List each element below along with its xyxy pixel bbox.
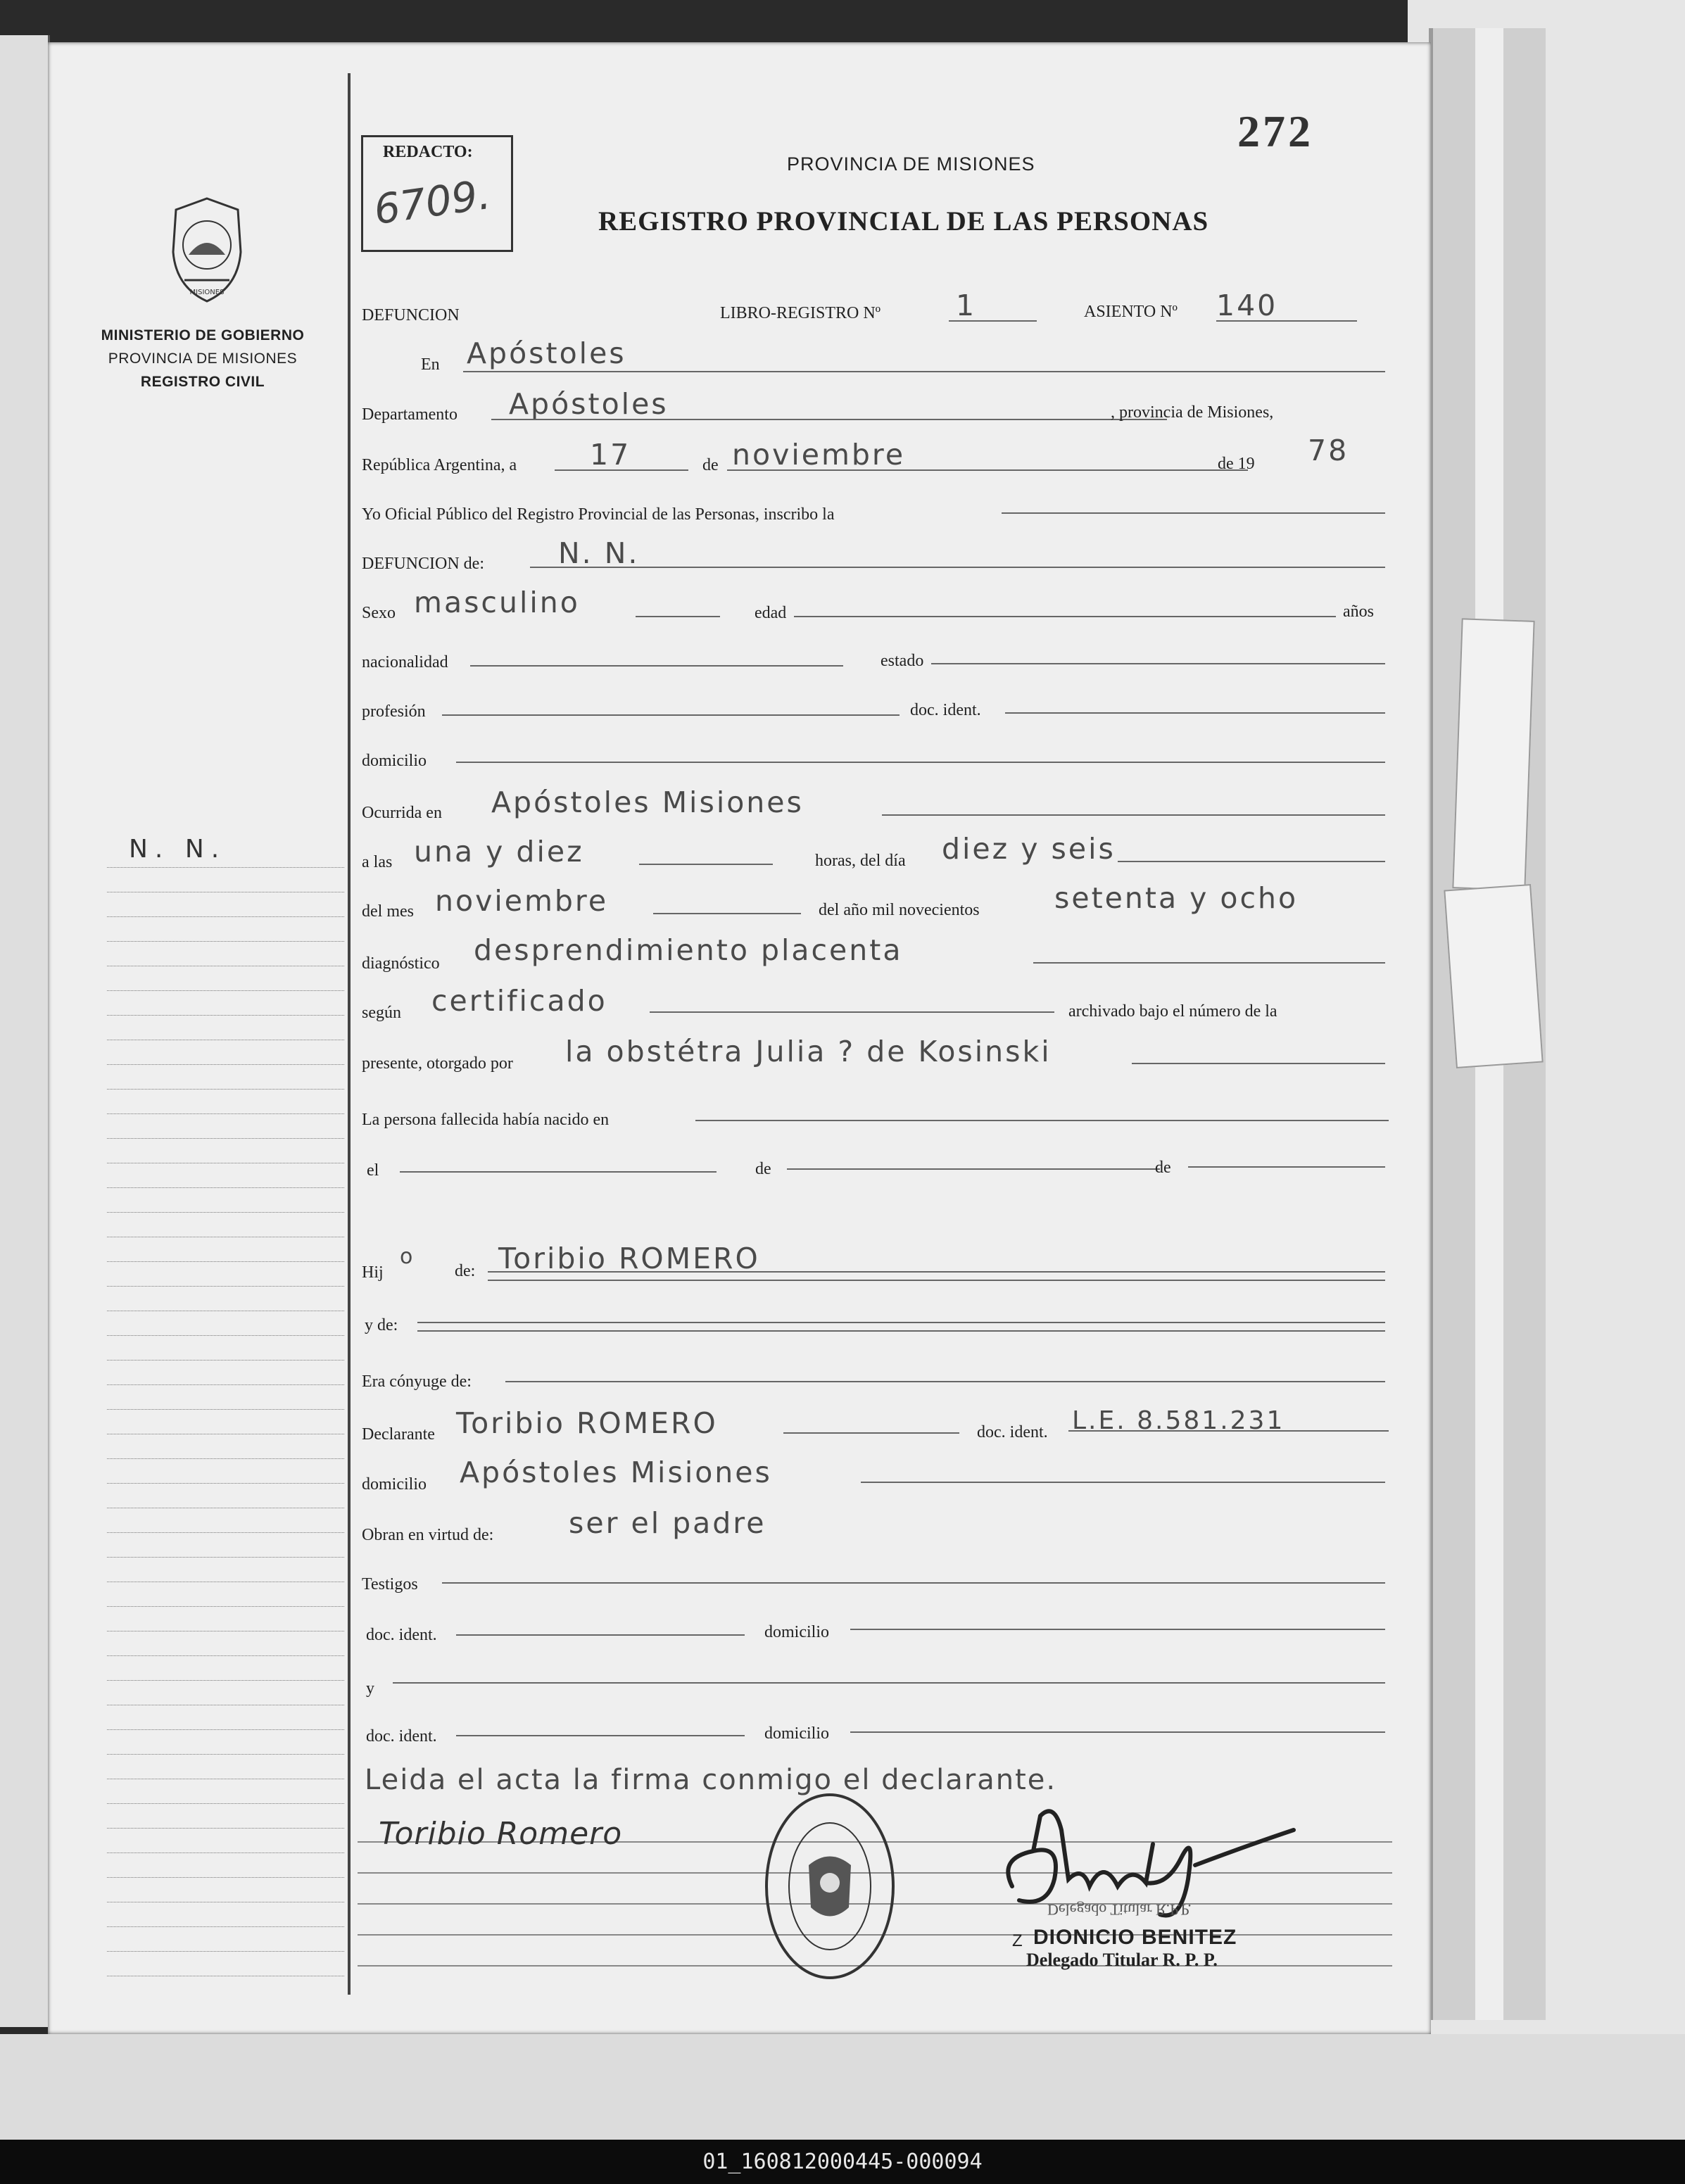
rule: [1188, 1166, 1385, 1168]
domicilio-label: domicilio: [764, 1724, 829, 1743]
sexo-value: masculino: [414, 586, 580, 619]
padre-value: Toribio ROMERO: [498, 1242, 760, 1275]
signer-prefix: Z: [1012, 1931, 1023, 1950]
rule: [639, 864, 773, 865]
profesion-label: profesión: [362, 702, 426, 721]
nacionalidad-label: nacionalidad: [362, 653, 448, 671]
rule: [530, 567, 1385, 568]
republica-label: República Argentina, a: [362, 456, 517, 474]
background-bottom: [0, 2034, 1685, 2140]
rule: [636, 616, 720, 617]
margin-divider: [348, 73, 351, 1995]
rule: [787, 1168, 1160, 1170]
provincia-label: , provincia de Misiones,: [1111, 403, 1274, 422]
rule: [491, 419, 1167, 420]
redacto-label: REDACTO:: [383, 143, 473, 161]
margin-rule: [107, 1015, 344, 1016]
rule: [393, 1682, 1385, 1684]
margin-rule: [107, 1458, 344, 1459]
margin-rule: [107, 1335, 344, 1336]
rule: [488, 1271, 1385, 1273]
domicilio-label: domicilio: [362, 1475, 427, 1494]
rule: [417, 1322, 1385, 1323]
rule: [695, 1120, 1389, 1121]
margin-rule: [107, 990, 344, 991]
rule: [794, 616, 1336, 617]
margin-column: [48, 42, 347, 2034]
horas-label: horas, del día: [815, 852, 906, 870]
year-value: 78: [1308, 434, 1349, 467]
del-ano-label: del año mil novecientos: [819, 901, 980, 919]
rule: [1002, 512, 1385, 514]
rule: [400, 1171, 717, 1173]
redacto-box: [361, 135, 513, 252]
y-de-label: y de:: [365, 1316, 398, 1334]
hij-suffix: o: [400, 1244, 415, 1269]
defuncion-de-label: DEFUNCION de:: [362, 555, 484, 573]
obran-label: Obran en virtud de:: [362, 1526, 494, 1544]
margin-rule: [107, 1064, 344, 1065]
en-value: Apóstoles: [467, 336, 626, 370]
estado-label: estado: [881, 652, 924, 670]
rule: [861, 1482, 1385, 1483]
segun-value: certificado: [431, 984, 607, 1018]
paper-tab: [1452, 618, 1534, 890]
province-crest-icon: [168, 196, 246, 305]
margin-rule: [107, 1680, 344, 1681]
margin-rule: [107, 1532, 344, 1533]
el-label: el: [367, 1161, 379, 1180]
province-label: PROVINCIA DE MISIONES: [108, 351, 298, 367]
ministry-label: MINISTERIO DE GOBIERNO: [101, 327, 305, 343]
province-title: PROVINCIA DE MISIONES: [787, 153, 1035, 175]
libro-value: 1: [956, 289, 977, 322]
yo-label: Yo Oficial Público del Registro Provincial de las Personas, inscribo la: [362, 505, 835, 524]
rule: [456, 1735, 745, 1736]
del-mes-label: del mes: [362, 902, 414, 921]
margin-rule: [107, 1926, 344, 1927]
a-las-label: a las: [362, 853, 393, 871]
defuncion-label: DEFUNCION: [362, 306, 460, 324]
rule: [1216, 320, 1357, 322]
dia-value: 17: [590, 438, 631, 472]
image-caption: 01_160812000445-000094: [0, 2140, 1685, 2184]
margin-rule: [107, 867, 344, 868]
margin-rule: [107, 1754, 344, 1755]
domicilio-label: domicilio: [362, 752, 427, 770]
doc-ident-label: doc. ident.: [366, 1727, 437, 1746]
dia-texto-value: diez y seis: [942, 832, 1116, 866]
otorgado-value: la obstétra Julia ? de Kosinski: [565, 1035, 1052, 1068]
margin-rule: [107, 1360, 344, 1361]
civil-registry-label: REGISTRO CIVIL: [140, 374, 265, 390]
certificate-page: [48, 42, 1431, 2034]
signer-name: DIONICIO BENITEZ: [1033, 1926, 1237, 1949]
anos-label: años: [1343, 602, 1374, 621]
hora-value: una y diez: [414, 835, 584, 869]
ocurrida-label: Ocurrida en: [362, 804, 442, 822]
rule: [882, 814, 1385, 816]
declarante-doc-value: L.E. 8.581.231: [1072, 1406, 1285, 1435]
nacido-label: La persona fallecida había nacido en: [362, 1111, 610, 1129]
rule: [488, 1280, 1385, 1281]
stamp-mirror-text: Delegado Titular R.P.P.: [1047, 1901, 1192, 1919]
rule: [1068, 1430, 1389, 1432]
obran-value: ser el padre: [569, 1506, 766, 1540]
diagnostico-label: diagnóstico: [362, 954, 440, 973]
margin-rule: [107, 1852, 344, 1853]
mes-value: noviembre: [732, 438, 906, 472]
ocurrida-value: Apóstoles Misiones: [491, 785, 804, 819]
rule: [505, 1381, 1385, 1382]
rule: [456, 1634, 745, 1636]
doc-ident-label: doc. ident.: [366, 1626, 437, 1644]
svg-text:MISIONES: MISIONES: [189, 289, 225, 296]
page-number: 272: [1237, 106, 1313, 156]
margin-rule: [107, 1951, 344, 1952]
departamento-label: Departamento: [362, 405, 457, 424]
margin-rule: [107, 1138, 344, 1139]
rule: [949, 320, 1037, 322]
rule: [653, 913, 801, 914]
margin-rule: [107, 1655, 344, 1656]
margin-rule: [107, 916, 344, 917]
registry-title: REGISTRO PROVINCIAL DE LAS PERSONAS: [598, 206, 1209, 236]
margin-rule: [107, 1409, 344, 1410]
registry-stamp: [763, 1791, 897, 1981]
ministry-heading: [90, 324, 315, 393]
margin-rule: [107, 1729, 344, 1730]
margin-note: N. N.: [129, 835, 227, 864]
libro-label: LIBRO-REGISTRO Nº: [720, 304, 881, 322]
de-label: de: [755, 1160, 771, 1178]
rule: [1005, 712, 1385, 714]
rule: [417, 1330, 1385, 1332]
rule: [850, 1731, 1385, 1733]
rule: [850, 1629, 1385, 1630]
rule: [442, 714, 900, 716]
segun-label: según: [362, 1004, 401, 1022]
archivado-label: archivado bajo el número de la: [1068, 1002, 1277, 1021]
departamento-value: Apóstoles: [509, 387, 669, 421]
defuncion-de-value: N. N.: [558, 536, 640, 570]
rule: [442, 1582, 1385, 1584]
margin-rule: [107, 1606, 344, 1607]
margin-rule: [107, 1212, 344, 1213]
domicilio-label: domicilio: [764, 1623, 829, 1641]
hij-de-label: de:: [455, 1262, 476, 1280]
margin-rule: [107, 1483, 344, 1484]
margin-rule: [107, 1803, 344, 1804]
margin-rule: [107, 1828, 344, 1829]
asiento-label: ASIENTO Nº: [1084, 303, 1178, 321]
rule: [783, 1432, 959, 1434]
rule: [555, 469, 688, 471]
testigos-label: Testigos: [362, 1575, 418, 1593]
doc-ident-label: doc. ident.: [910, 701, 981, 719]
margin-rule: [107, 1557, 344, 1558]
edad-label: edad: [755, 604, 787, 622]
sexo-label: Sexo: [362, 604, 396, 622]
presente-label: presente, otorgado por: [362, 1054, 513, 1073]
de-label: de: [1155, 1159, 1171, 1177]
rule: [456, 762, 1385, 763]
diagnostico-value: desprendimiento placenta: [474, 933, 903, 967]
year-label: de 19: [1218, 455, 1255, 473]
rule: [727, 469, 1248, 471]
signer-title: Delegado Titular R. P. P.: [1026, 1950, 1218, 1970]
rule: [650, 1011, 1054, 1013]
paper-tab: [1444, 884, 1543, 1068]
redacto-value: 6709.: [371, 170, 493, 234]
rule: [1033, 962, 1385, 964]
de-label: de: [702, 456, 719, 474]
margin-rule: [107, 1877, 344, 1878]
declarante-domicilio-value: Apóstoles Misiones: [460, 1456, 772, 1489]
rule: [931, 663, 1385, 664]
margin-rule: [107, 1261, 344, 1262]
ano-texto-value: setenta y ocho: [1054, 881, 1299, 915]
hij-label: Hij: [362, 1263, 384, 1282]
mes-texto-value: noviembre: [435, 884, 609, 918]
doc-ident-label: doc. ident.: [977, 1423, 1048, 1441]
declarante-label: Declarante: [362, 1425, 435, 1444]
y-label: y: [366, 1679, 374, 1698]
margin-rule: [107, 941, 344, 942]
margin-rule: [107, 1384, 344, 1385]
rule: [1132, 1063, 1385, 1064]
left-page-edge: [0, 35, 50, 2027]
en-label: En: [421, 355, 440, 374]
declarante-value: Toribio ROMERO: [456, 1406, 718, 1440]
margin-rule: [107, 1113, 344, 1114]
margin-rule: [107, 1286, 344, 1287]
conyuge-label: Era cónyuge de:: [362, 1372, 472, 1391]
rule: [1118, 861, 1385, 862]
declarante-signature: Toribio Romero: [379, 1816, 623, 1852]
margin-rule: [107, 1187, 344, 1188]
rule: [463, 371, 1385, 372]
rule: [470, 665, 843, 667]
asiento-value: 140: [1216, 289, 1278, 322]
margin-rule: [107, 1089, 344, 1090]
leida-text: Leida el acta la firma conmigo el declarante.: [365, 1764, 1057, 1796]
